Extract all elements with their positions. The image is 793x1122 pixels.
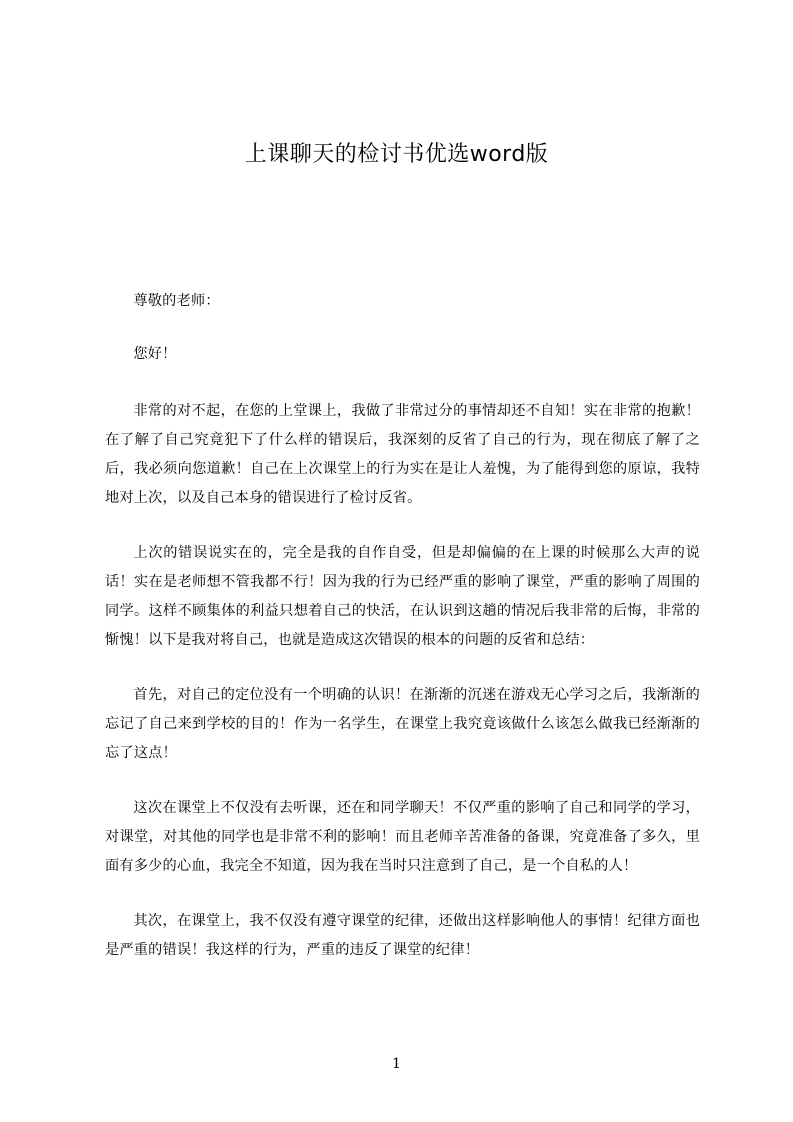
- paragraph-mistake-reflection: 上次的错误说实在的，完全是我的自作自受，但是却偏偏的在上课的时候那么大声的说话！实在是老师想不管我都不行！因为我的行为已经严重的影响了课堂，严重的影响了周围的同学。这样不顾集体的利益只想着自己的快活，在认识到这趟的情况后我非常的后悔，非常的惭愧！以下是我对将自己，也就是造成这次错误的根本的问题的反省和总结：: [105, 545, 700, 648]
- salutation: 尊敬的老师：: [133, 293, 220, 309]
- document-body: [105, 287, 700, 991]
- paragraph-classroom-impact: 这次在课堂上不仅没有去听课，还在和同学聊天！不仅严重的影响了自己和同学的学习，对课堂，对其他的同学也是非常不利的影响！而且老师辛苦准备的备课，究竟准备了多久，里面有多少的心血，我完全不知道，因为我在当时只注意到了自己，是一个自私的人！: [105, 800, 700, 874]
- paragraph-second-point: 其次，在课堂上，我不仅没有遵守课堂的纪律，还做出这样影响他人的事情！纪律方面也是严重的错误！我这样的行为，严重的违反了课堂的纪律！: [105, 913, 700, 958]
- greeting: 您好！: [133, 346, 177, 362]
- paragraph-apology: 非常的对不起，在您的上堂课上，我做了非常过分的事情却还不自知！实在非常的抱歉！在了解了自己究竟犯下了什么样的错误后，我深刻的反省了自己的行为，现在彻底了解了之后，我必须向您道歉！自己在上次课堂上的行为实在是让人羞愧，为了能得到您的原谅，我特地对上次，以及自己本身的错误进行了检讨反省。: [105, 403, 700, 506]
- paragraph-first-point: 首先，对自己的定位没有一个明确的认识！在渐渐的沉迷在游戏无心学习之后，我渐渐的忘记了自己来到学校的目的！作为一名学生，在课堂上我究竟该做什么该怎么做我已经渐渐的忘了这点！: [105, 687, 700, 761]
- document-title: 上课聊天的检讨书优选word版: [244, 142, 549, 167]
- page-number: 1: [392, 1056, 401, 1072]
